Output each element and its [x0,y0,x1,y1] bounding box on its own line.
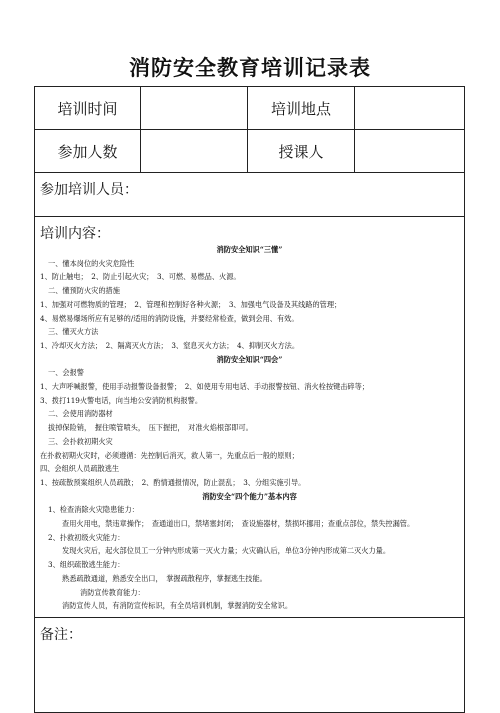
training-place-label: 培训地点 [248,87,355,130]
participant-count-label: 参加人数 [35,130,141,173]
training-time-label: 培训时间 [35,87,141,130]
document-title: 消防安全教育培训记录表 [129,55,371,80]
content-line: 1、按疏散预案组织人员疏散； 2、酌情通报情况，防止混乱； 3、分组实施引导。 [40,477,306,487]
content-line: 1、冷却灭火方法； 2、隔离灭火方法； 3、窒息灭火方法； 4、抑制灭火方法。 [40,340,300,350]
content-line: 二、会使用消防器材 [48,409,113,419]
training-content-body [35,243,464,617]
lecturer-label: 授课人 [248,130,355,173]
training-content-label: 培训内容： [40,226,110,242]
training-time-field[interactable] [141,87,248,130]
participants-cell[interactable] [35,173,465,217]
content-line: 三、懂灭火方法 [48,327,99,337]
content-line: 1、检查消除火灾隐患能力： [48,505,139,515]
content-line: 消防宣传教育能力： [80,587,145,597]
training-record-form [34,86,465,713]
section-heading-three-understand: 消防安全知识“三懂” [216,245,283,254]
lecturer-field[interactable] [355,130,465,173]
content-line: 四、会组织人员疏散逃生 [40,464,120,474]
section-heading-four-abilities: 消防安全“四个能力”基本内容 [202,491,297,501]
remarks-cell[interactable] [35,617,465,712]
training-content-cell [35,217,465,618]
content-line: 三、会扑救初期火灾 [48,436,113,446]
content-line: 1、防止触电； 2、防止引起火灾； 3、可燃、易燃品、火源。 [40,272,241,282]
content-line: 消防宣传人员，有消防宣传标识，有全员培训机制，掌握消防安全常识。 [62,601,293,611]
participants-label: 参加培训人员： [40,182,138,198]
remarks-label: 备注： [40,626,82,643]
content-line: 3、拨打119火警电话，向当地公安消防机构报警。 [40,395,203,405]
content-line: 拔掉保险销， 握住喷管喷头， 压下握把， 对准火焰根部即可。 [48,423,253,433]
content-line: 熟悉疏散通道，熟悉安全出口， 掌握疏散程序，掌握逃生技能。 [62,573,267,583]
content-line: 一、会报警 [48,368,84,378]
content-line: 一、懂本岗位的火灾危险性 [48,258,135,268]
section-heading-four-can: 消防安全知识“四会” [216,354,283,364]
participant-count-field[interactable] [141,130,248,173]
content-line: 查用火用电，禁违章操作； 查通道出口，禁堵塞封闭； 查设施器材，禁损坏挪用；查重点部位，禁失控漏管。 [62,519,415,529]
content-line: 在扑救初期火灾时，必须遵循：先控制后消灭，救人第一，先重点后一般的原则； [40,450,299,460]
content-line: 2、扑救初级火灾能力： [48,532,125,542]
content-line: 二、懂预防火灾的措施 [48,286,120,296]
content-line: 1、加强对可燃物质的管理； 2、管理和控制好各种火源； 3、加强电气设备及其线路的管理； [40,299,342,309]
content-line: 4、易燃易爆场所应有足够的/适用的消防设施，并要经常检查，做到会用、有效。 [40,313,299,323]
content-line: 发现火灾后，起火部位员工一分钟内形成第一灭火力量；火灾确认后，单位3分钟内形成第二灭火力量。 [62,546,391,556]
content-line: 3、组织疏散逃生能力： [48,560,125,570]
content-line: 1、大声呼喊报警，使用手动报警设备报警； 2、如使用专用电话、手动报警按钮、消火栓按键击碎等； [40,382,369,392]
training-place-field[interactable] [355,87,465,130]
